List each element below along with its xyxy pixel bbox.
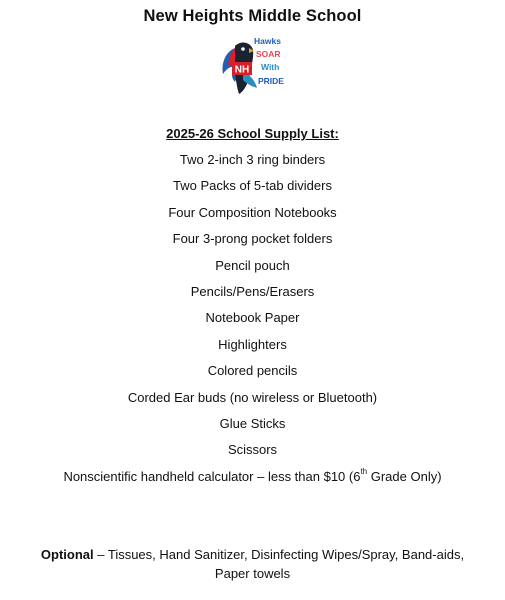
supply-item-ear-buds: Corded Ear buds (no wireless or Bluetooth) [127, 389, 378, 405]
grade-ordinal-suffix: th [360, 467, 368, 477]
school-title: New Heights Middle School [143, 7, 362, 25]
school-logo [221, 34, 287, 96]
supply-item-pocket-folders: Four 3-prong pocket folders [172, 231, 333, 247]
supply-item-composition-notebooks: Four Composition Notebooks [168, 204, 337, 220]
logo-monogram: NH [234, 64, 250, 76]
supply-item-binders: Two 2-inch 3 ring binders [179, 152, 326, 167]
logo-motto-line-3: With [261, 62, 280, 72]
logo-motto-line-1: Hawks [254, 36, 281, 46]
supply-item-pencils-pens-erasers: Pencils/Pens/Erasers [190, 283, 315, 299]
supply-item-highlighters: Highlighters [218, 336, 287, 352]
logo-motto-line-4: PRIDE [258, 76, 284, 86]
supply-item-dividers: Two Packs of 5-tab dividers [173, 178, 332, 194]
supply-item-colored-pencils: Colored pencils [207, 363, 298, 379]
supply-item-pencil-pouch: Pencil pouch [215, 257, 290, 273]
logo-motto-line-2: SOAR [256, 49, 281, 59]
calculator-text: Nonscientific handheld calculator – less than $10 (6 [63, 468, 361, 484]
supply-item-scissors: Scissors [227, 442, 278, 458]
supply-item-glue-sticks: Glue Sticks [219, 415, 286, 431]
optional-text: – Tissues, Hand Sanitizer, Disinfecting Wipes/Spray, Band-aids, Paper towels [93, 547, 465, 581]
calculator-text-end: Grade Only) [367, 468, 442, 484]
supply-item-notebook-paper: Notebook Paper [205, 310, 300, 326]
optional-items [30, 545, 475, 583]
supply-item-calculator [0, 467, 505, 493]
optional-label: Optional [40, 547, 94, 562]
supply-list [0, 150, 505, 493]
supply-list-title: 2025-26 School Supply List: [166, 126, 339, 141]
hawk-logo-icon [221, 34, 287, 96]
